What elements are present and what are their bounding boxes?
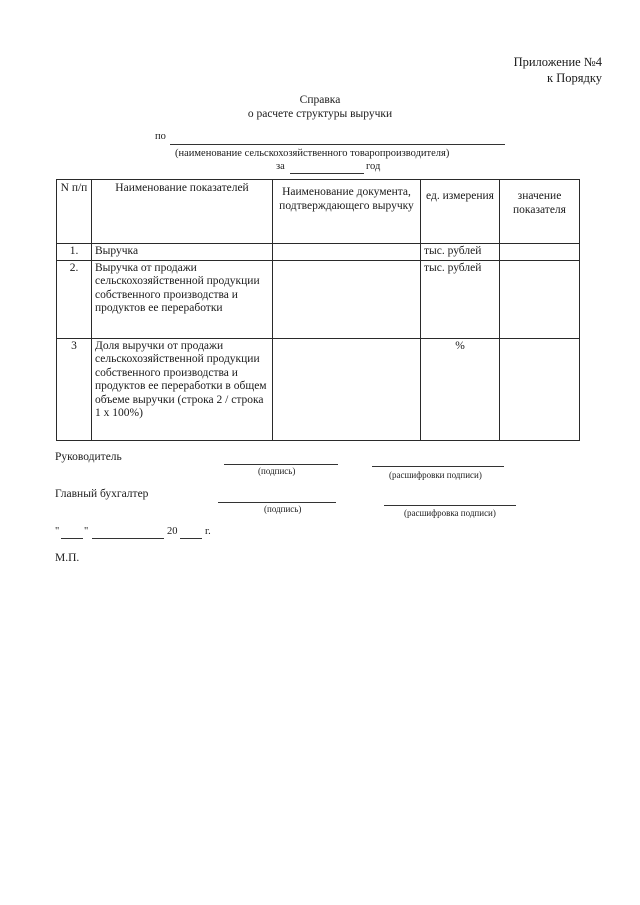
date-year-prefix: 20 — [167, 526, 178, 537]
table-row — [57, 260, 580, 338]
date-year-suffix: г. — [205, 526, 211, 537]
row-3-indicator: Доля выручки от продажи сельскохозяйственной продукции собственного производства и продуктов ее переработки в общем объеме выручки (строка 2 / строка 1 x 100%) — [92, 338, 273, 440]
row-1-document[interactable] — [273, 244, 421, 261]
period-prefix: за — [276, 161, 285, 172]
row-2-indicator: Выручка от продажи сельскохозяйственной продукции собственного производства и продуктов ее переработки — [92, 260, 273, 338]
appendix-line-1: Приложение №4 — [513, 55, 602, 69]
head-name-line[interactable] — [372, 454, 504, 467]
date-quote-close: " — [84, 526, 89, 537]
accountant-sign-caption: (подпись) — [264, 504, 302, 514]
head-signature-line[interactable] — [224, 452, 338, 465]
header-unit: ед. измерения — [421, 180, 500, 244]
row-3-unit: % — [421, 338, 500, 440]
document-title: Справка — [299, 94, 341, 106]
producer-prefix: по — [155, 131, 166, 142]
row-2-num: 2. — [57, 260, 92, 338]
stamp-place: М.П. — [55, 552, 80, 564]
row-1-num: 1. — [57, 244, 92, 261]
revenue-structure-table — [56, 179, 580, 441]
table-row — [57, 244, 580, 261]
accountant-name-caption: (расшифровка подписи) — [404, 508, 496, 518]
accountant-name-line[interactable] — [384, 493, 516, 506]
row-2-unit: тыс. рублей — [421, 260, 500, 338]
producer-caption: (наименование сельскохозяйственного товаропроизводителя) — [175, 148, 450, 159]
appendix-line-2: к Порядку — [547, 71, 602, 85]
period-suffix: год — [366, 161, 381, 172]
document-subtitle: о расчете структуры выручки — [247, 108, 393, 120]
row-1-indicator: Выручка — [92, 244, 273, 261]
row-1-unit: тыс. рублей — [421, 244, 500, 261]
table-row — [57, 338, 580, 440]
date-day-line[interactable] — [61, 526, 83, 539]
accountant-signature-line[interactable] — [218, 490, 336, 503]
date-quote-open: " — [55, 526, 60, 537]
accountant-label: Главный бухгалтер — [55, 488, 149, 500]
date-month-line[interactable] — [92, 526, 164, 539]
header-document: Наименование документа, подтверждающего выручку — [273, 180, 421, 244]
period-year-line[interactable] — [290, 160, 364, 174]
row-3-num: 3 — [57, 338, 92, 440]
table-header-row — [57, 180, 580, 244]
head-label: Руководитель — [55, 451, 122, 463]
producer-line[interactable] — [170, 130, 505, 145]
header-num: N п/п — [57, 180, 92, 244]
row-2-value[interactable] — [500, 260, 580, 338]
row-3-document[interactable] — [273, 338, 421, 440]
date-year-line[interactable] — [180, 526, 202, 539]
head-name-caption: (расшифровки подписи) — [389, 470, 482, 480]
row-2-document[interactable] — [273, 260, 421, 338]
head-sign-caption: (подпись) — [258, 466, 296, 476]
header-indicator: Наименование показателей — [92, 180, 273, 244]
header-value: значение показателя — [500, 180, 580, 244]
row-3-value[interactable] — [500, 338, 580, 440]
row-1-value[interactable] — [500, 244, 580, 261]
